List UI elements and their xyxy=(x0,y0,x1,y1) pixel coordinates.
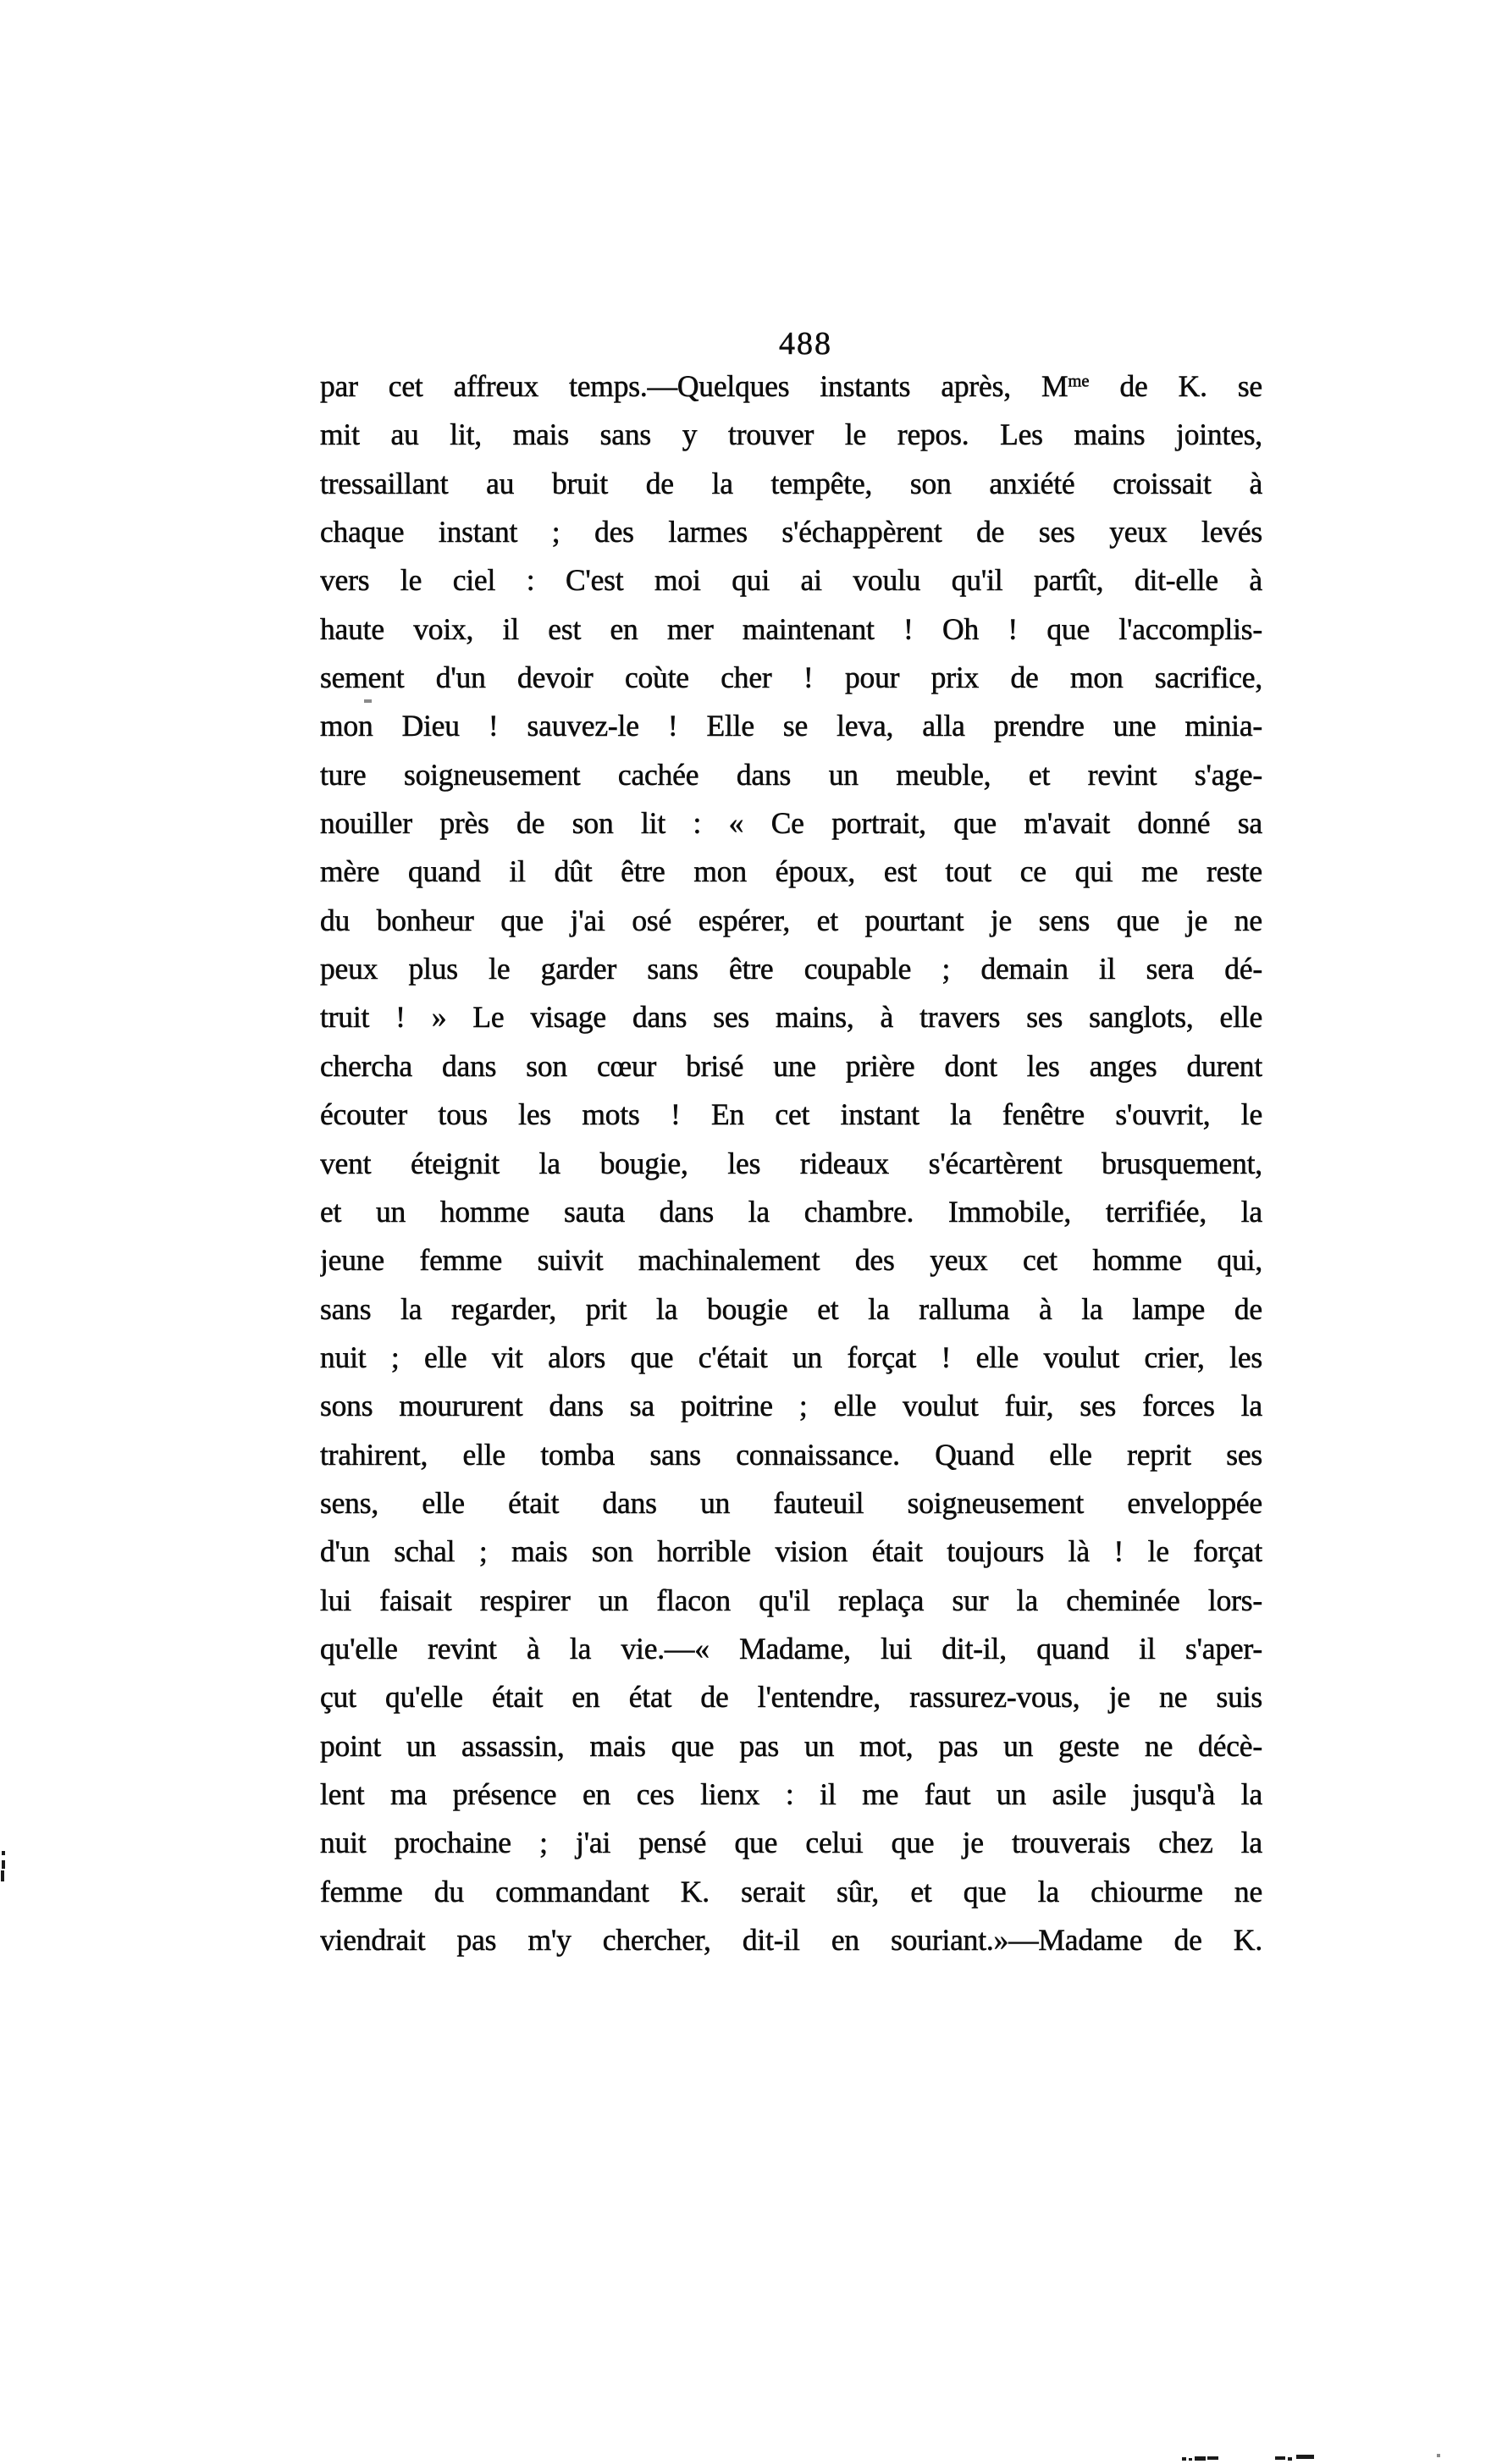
text-line xyxy=(320,848,1262,896)
superscript-text: me xyxy=(1068,372,1090,391)
text-segment: mit au lit, mais sans y trouver le repos. Les mains jointes, xyxy=(320,417,1262,452)
text-segment: de K. se xyxy=(1089,369,1262,403)
text-line xyxy=(320,556,1262,605)
text-line xyxy=(320,1431,1262,1479)
bottom-scan-dash-2 xyxy=(1207,2456,1218,2460)
text-line xyxy=(320,1528,1262,1576)
text-line xyxy=(320,1819,1262,1867)
text-segment: haute voix, il est en mer maintenant ! Oh ! que l'accomplis- xyxy=(320,611,1262,646)
text-segment: qu'elle revint à la vie.—« Madame, lui dit-il, quand il s'aper- xyxy=(320,1631,1262,1666)
text-line xyxy=(320,1916,1262,1964)
text-block xyxy=(320,362,1262,1964)
text-line xyxy=(320,1382,1262,1430)
text-segment: vers le ciel : C'est moi qui ai voulu qu'il partît, dit-elle à xyxy=(320,563,1262,598)
bottom-scan-dot-2 xyxy=(1189,2458,1192,2461)
text-line xyxy=(320,411,1262,459)
text-segment: par cet affreux temps.—Quelques instants après, M xyxy=(320,369,1069,403)
text-segment: jeune femme suivit machinalement des yeux cet homme qui, xyxy=(320,1243,1262,1278)
text-line xyxy=(320,654,1262,702)
bottom-scan-dot-4 xyxy=(1437,2454,1440,2457)
text-line xyxy=(320,799,1262,848)
text-line xyxy=(320,1091,1262,1139)
text-line xyxy=(320,1188,1262,1236)
text-line xyxy=(320,508,1262,556)
text-segment: trahirent, elle tomba sans connaissance. Quand elle reprit ses xyxy=(320,1437,1262,1472)
bottom-scan-dash-4 xyxy=(1296,2455,1314,2459)
text-segment: écouter tous les mots ! En cet instant la fenêtre s'ouvrit, le xyxy=(320,1097,1262,1132)
text-segment: viendrait pas m'y chercher, dit-il en souriant.»—Madame de K. xyxy=(320,1923,1262,1957)
text-segment: chaque instant ; des larmes s'échappèrent de ses yeux levés xyxy=(320,515,1262,550)
text-segment: ture soigneusement cachée dans un meuble, et revint s'age- xyxy=(320,757,1262,792)
bottom-scan-dot-3 xyxy=(1288,2457,1292,2461)
text-line xyxy=(320,605,1262,654)
text-line xyxy=(320,1577,1262,1625)
text-segment: mon Dieu ! sauvez-le ! Elle se leva, alla prendre une minia- xyxy=(320,709,1262,743)
text-segment: sans la regarder, prit la bougie et la ralluma à la lampe de xyxy=(320,1291,1262,1326)
text-line xyxy=(320,1140,1262,1188)
text-line xyxy=(320,993,1262,1041)
page-number: 488 xyxy=(779,326,832,362)
text-segment: vent éteignit la bougie, les rideaux s'écartèrent brusquement, xyxy=(320,1146,1262,1180)
text-line xyxy=(320,1285,1262,1334)
text-line xyxy=(320,1625,1262,1673)
text-segment: nouiller près de son lit : « Ce portrait, que m'avait donné sa xyxy=(320,806,1262,841)
margin-ink-tick-upper xyxy=(2,1860,5,1869)
text-segment: çut qu'elle était en état de l'entendre, rassurez-vous, je ne suis xyxy=(320,1680,1262,1715)
text-line xyxy=(320,1722,1262,1771)
text-segment: femme du commandant K. serait sûr, et que la chiourme ne xyxy=(320,1874,1262,1909)
text-segment: point un assassin, mais que pas un mot, pas un geste ne décè- xyxy=(320,1728,1262,1763)
text-segment: truit ! » Le visage dans ses mains, à travers ses sanglots, elle xyxy=(320,1000,1262,1035)
text-line xyxy=(320,1334,1262,1382)
bottom-scan-dot-1 xyxy=(1182,2457,1186,2461)
text-line xyxy=(320,1673,1262,1721)
margin-ink-tick-lower xyxy=(1,1870,4,1881)
text-segment: chercha dans son cœur brisé une prière dont les anges durent xyxy=(320,1048,1262,1083)
margin-ink-dot xyxy=(2,1851,5,1855)
text-segment: et un homme sauta dans la chambre. Immobile, terrifiée, la xyxy=(320,1194,1262,1229)
text-line xyxy=(320,1868,1262,1916)
text-line xyxy=(320,362,1262,411)
text-segment: du bonheur que j'ai osé espérer, et pourtant je sens que je ne xyxy=(320,903,1262,937)
bottom-scan-dash-3 xyxy=(1275,2456,1285,2460)
text-segment: sement d'un devoir coùte cher ! pour prix de mon sacrifice, xyxy=(320,660,1262,695)
text-segment: lent ma présence en ces lienx : il me faut un asile jusqu'à la xyxy=(320,1776,1262,1811)
bottom-scan-dash-1 xyxy=(1195,2456,1206,2461)
text-line xyxy=(320,1042,1262,1091)
text-line xyxy=(320,751,1262,799)
text-segment: lui faisait respirer un flacon qu'il replaça sur la cheminée lors- xyxy=(320,1583,1262,1617)
text-segment: tressaillant au bruit de la tempête, son anxiété croissait à xyxy=(320,466,1262,500)
text-line xyxy=(320,897,1262,945)
text-segment: d'un schal ; mais son horrible vision était toujours là ! le forçat xyxy=(320,1534,1262,1569)
text-line xyxy=(320,702,1262,750)
text-line xyxy=(320,945,1262,993)
ink-speck xyxy=(364,699,372,703)
text-segment: nuit ; elle vit alors que c'était un forçat ! elle voulut crier, les xyxy=(320,1340,1262,1374)
text-segment: sens, elle était dans un fauteuil soigneusement enveloppée xyxy=(320,1485,1262,1520)
text-line xyxy=(320,1771,1262,1819)
text-line xyxy=(320,1479,1262,1528)
text-line xyxy=(320,460,1262,508)
text-segment: peux plus le garder sans être coupable ; demain il sera dé- xyxy=(320,952,1262,986)
text-segment: nuit prochaine ; j'ai pensé que celui que je trouverais chez la xyxy=(320,1826,1262,1860)
text-segment: sons moururent dans sa poitrine ; elle voulut fuir, ses forces la xyxy=(320,1389,1262,1423)
text-line xyxy=(320,1236,1262,1284)
text-segment: mère quand il dût être mon époux, est tout ce qui me reste xyxy=(320,854,1262,889)
